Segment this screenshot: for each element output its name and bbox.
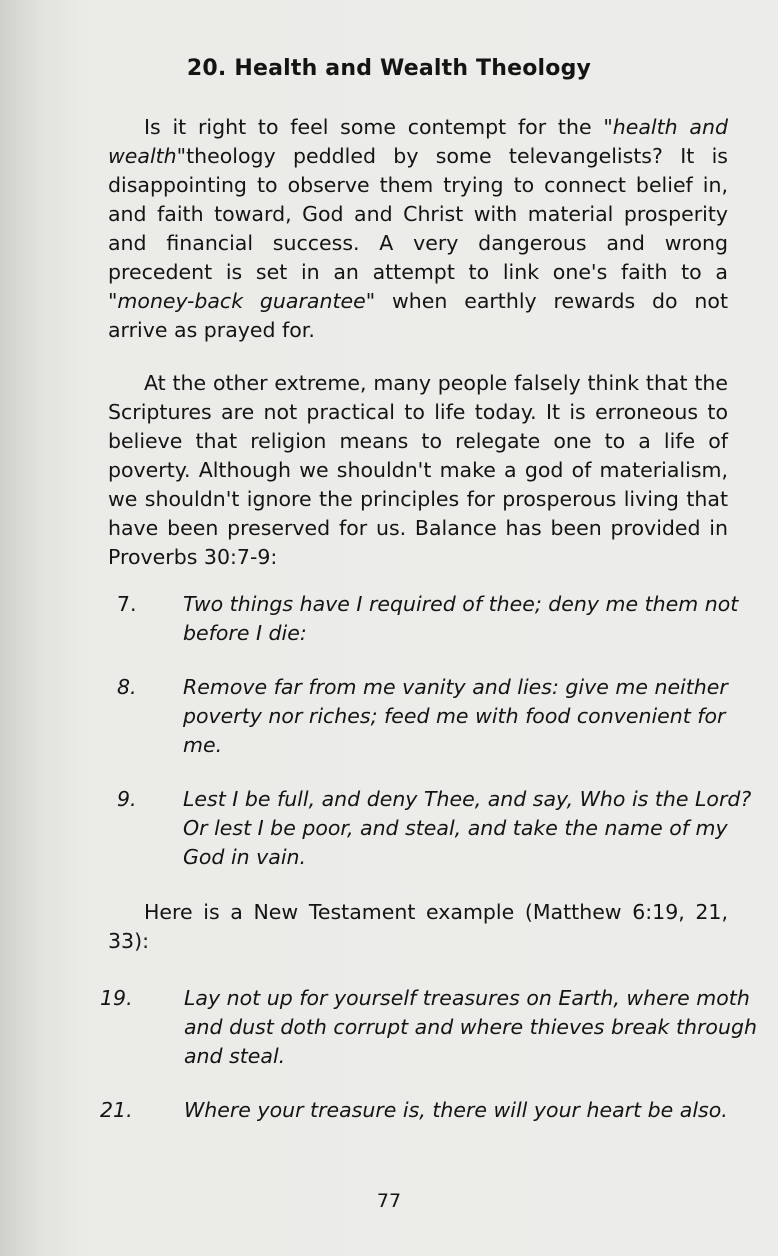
verse-proverbs-7 (117, 590, 763, 648)
verse-text: Remove far from me vanity and lies: give me neither poverty nor riches; feed me with food convenient for me. (183, 675, 728, 757)
intro-text-3: when earthly rewards do not arrive as prayed for. (108, 289, 728, 342)
page-number: 77 (376, 1190, 402, 1212)
verse-matthew-19 (100, 984, 764, 1071)
chapter-heading: 20. Health and Wealth Theology (186, 56, 592, 81)
intro-text-1: Is it right to feel some contempt for the (144, 115, 604, 139)
verse-number: 7. (117, 592, 137, 616)
verse-number: 19. (100, 986, 133, 1010)
verse-number: 21. (100, 1098, 133, 1122)
verse-number: 8. (117, 675, 137, 699)
paragraph-other-extreme: At the other extreme, many people falsely think that the Scriptures are not practical to life today. It is erroneous to believe that religion means to relegate one to a life of poverty. Although we shouldn't make a god of materialism, we shouldn't ignore the principles for prosperous living that have been preserved for us. Balance has been provided in Proverbs 30:7-9: (108, 371, 728, 569)
verse-text: Lest I be full, and deny Thee, and say, Who is the Lord? Or lest I be poor, and steal, and take the name of my God in vain. (183, 787, 752, 869)
verse-proverbs-9 (117, 785, 763, 872)
verse-text: Where your treasure is, there will your heart be also. (184, 1098, 728, 1122)
verse-matthew-21 (100, 1096, 764, 1125)
verse-text: Lay not up for yourself treasures on Earth, where moth and dust doth corrupt and where thieves break through and steal. (184, 986, 757, 1068)
verse-proverbs-8 (117, 673, 763, 760)
paragraph-new-testament: Here is a New Testament example (Matthew 6:19, 21, 33): (108, 900, 728, 953)
paragraph-intro (108, 113, 728, 345)
intro-quote-money-back: "money-back guarantee" (108, 289, 376, 313)
intro-text-2: theology peddled by some televangelists? It is disappointing to observe them trying to connect belief in, and faith toward, God and Christ with material prosperity and financial success. A very dangerous and wrong precedent is set in an attempt to link one's faith to a (108, 144, 728, 284)
verse-text: Two things have I required of thee; deny me them not before I die: (183, 592, 739, 645)
intro-quote-health-wealth: "health and wealth" (108, 115, 728, 168)
verse-number: 9. (117, 787, 137, 811)
